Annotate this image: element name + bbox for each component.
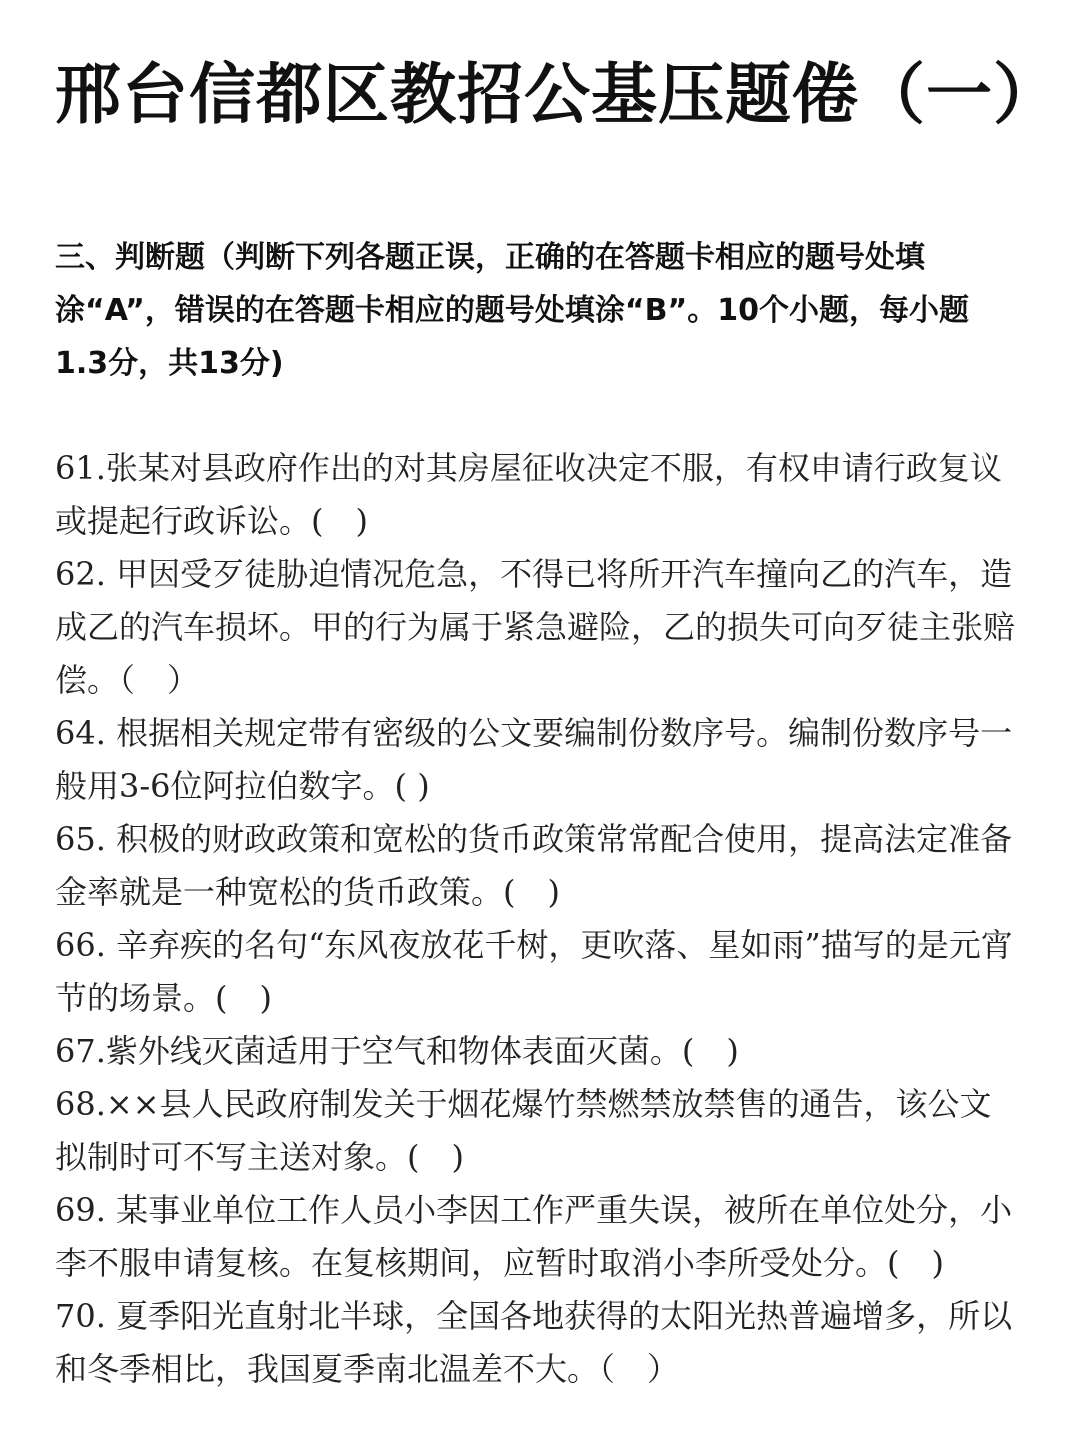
page-title: 邢台信都区教招公基压题倦（一） <box>55 56 1060 133</box>
section-instructions: 三、判断题（判断下列各题正误，正确的在答题卡相应的题号处填涂“A”，错误的在答题卡相应的题号处填涂“B”。10个小题，每小题1.3分，共13分) <box>55 240 969 381</box>
question-69: 69. 某事业单位工作人员小李因工作严重失误，被所在单位处分，小李不服申请复核。在复核期间，应暂时取消小李所受处分。( ) <box>55 1191 1013 1282</box>
question-68: 68.××县人民政府制发关于烟花爆竹禁燃禁放禁售的通告，该公文拟制时可不写主送对象。( ) <box>55 1085 992 1176</box>
question-list <box>55 442 1018 1396</box>
question-64: 64. 根据相关规定带有密级的公文要编制份数序号。编制份数序号一般用3-6位阿拉伯数字。( ) <box>55 714 1013 805</box>
question-66: 66. 辛弃疾的名句“东风夜放花千树，更吹落、星如雨”描写的是元宵节的场景。( ) <box>55 926 1013 1017</box>
question-61: 61.张某对县政府作出的对其房屋征收决定不服，有权申请行政复议或提起行政诉讼。( ) <box>55 449 1002 540</box>
question-65: 65. 积极的财政政策和宽松的货币政策常常配合使用，提高法定准备金率就是一种宽松的货币政策。( ) <box>55 820 1013 911</box>
question-70: 70. 夏季阳光直射北半球，全国各地获得的太阳光热普遍增多，所以和冬季相比，我国夏季南北温差不大。（ ） <box>55 1297 1013 1388</box>
question-67: 67.紫外线灭菌适用于空气和物体表面灭菌。( ) <box>55 1032 739 1070</box>
question-62: 62. 甲因受歹徒胁迫情况危急，不得已将所开汽车撞向乙的汽车，造成乙的汽车损坏。甲的行为属于紧急避险，乙的损失可向歹徒主张赔偿。（ ） <box>55 555 1016 699</box>
